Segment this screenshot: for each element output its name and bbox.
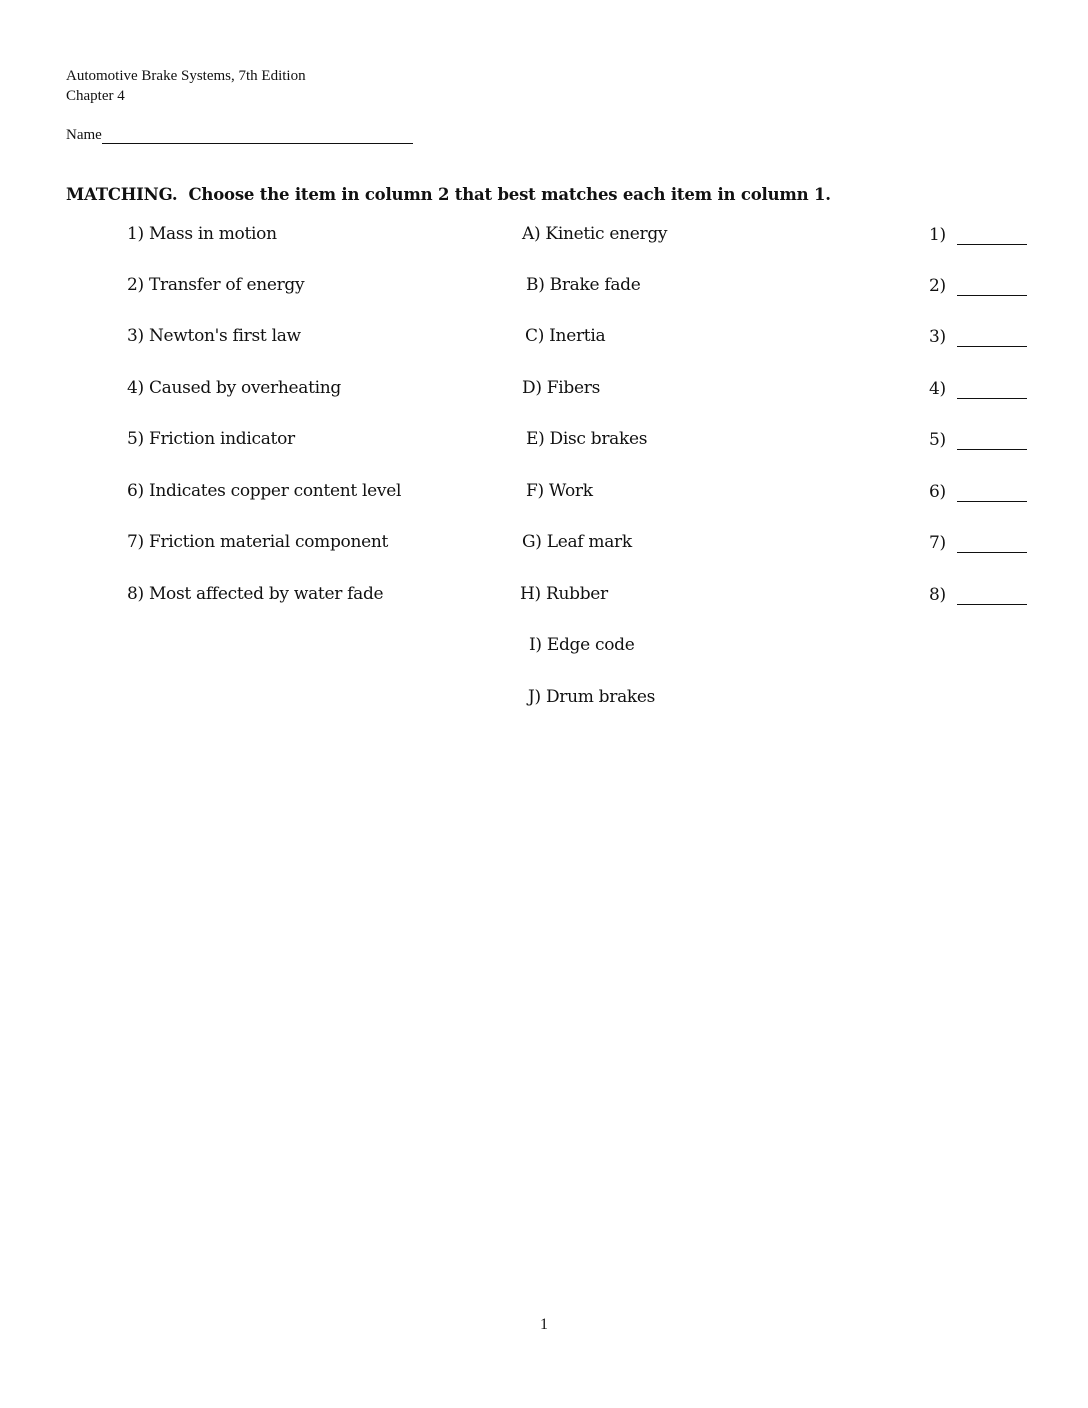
- name-label: Name: [66, 127, 102, 143]
- question-item: 8) Most affected by water fade: [127, 584, 384, 604]
- choice-item: C) Inertia: [525, 326, 606, 346]
- choice-item: J) Drum brakes: [528, 687, 656, 707]
- document-title: Automotive Brake Systems, 7th Edition: [66, 68, 306, 84]
- answer-row: [929, 326, 1027, 347]
- question-item: 4) Caused by overheating: [127, 378, 341, 398]
- answer-blank[interactable]: [957, 429, 1027, 450]
- answer-blank[interactable]: [957, 275, 1027, 296]
- answer-row: [929, 275, 1027, 296]
- answer-label: 2): [929, 276, 946, 296]
- answer-blank[interactable]: [957, 481, 1027, 502]
- name-field-row: [66, 125, 413, 144]
- choice-item: E) Disc brakes: [526, 429, 648, 449]
- question-item: 1) Mass in motion: [127, 224, 277, 244]
- choice-item: G) Leaf mark: [522, 532, 632, 552]
- question-item: 2) Transfer of energy: [127, 275, 305, 295]
- answer-row: [929, 532, 1027, 553]
- answer-row: [929, 481, 1027, 502]
- answer-row: [929, 584, 1027, 605]
- answer-label: 7): [929, 533, 946, 553]
- choice-item: F) Work: [526, 481, 593, 501]
- answer-label: 4): [929, 379, 946, 399]
- matching-instructions: MATCHING. Choose the item in column 2 that best matches each item in column 1.: [66, 185, 831, 204]
- choice-item: H) Rubber: [520, 584, 608, 604]
- question-item: 5) Friction indicator: [127, 429, 295, 449]
- choice-item: B) Brake fade: [526, 275, 641, 295]
- page-number: 1: [540, 1316, 548, 1333]
- answer-blank[interactable]: [957, 532, 1027, 553]
- question-item: 3) Newton's first law: [127, 326, 301, 346]
- question-item: 6) Indicates copper content level: [127, 481, 402, 501]
- name-field[interactable]: [102, 125, 413, 144]
- chapter-label: Chapter 4: [66, 88, 125, 104]
- choice-item: I) Edge code: [529, 635, 635, 655]
- answer-label: 8): [929, 585, 946, 605]
- answer-label: 3): [929, 327, 946, 347]
- answer-blank[interactable]: [957, 326, 1027, 347]
- answer-blank[interactable]: [957, 378, 1027, 399]
- answer-row: [929, 429, 1027, 450]
- answer-row: [929, 378, 1027, 399]
- question-item: 7) Friction material component: [127, 532, 389, 552]
- choice-item: D) Fibers: [522, 378, 600, 398]
- answer-row: [929, 224, 1027, 245]
- choice-item: A) Kinetic energy: [522, 224, 668, 244]
- answer-blank[interactable]: [957, 224, 1027, 245]
- answer-label: 5): [929, 430, 946, 450]
- answer-label: 1): [929, 225, 946, 245]
- answer-label: 6): [929, 482, 946, 502]
- answer-blank[interactable]: [957, 584, 1027, 605]
